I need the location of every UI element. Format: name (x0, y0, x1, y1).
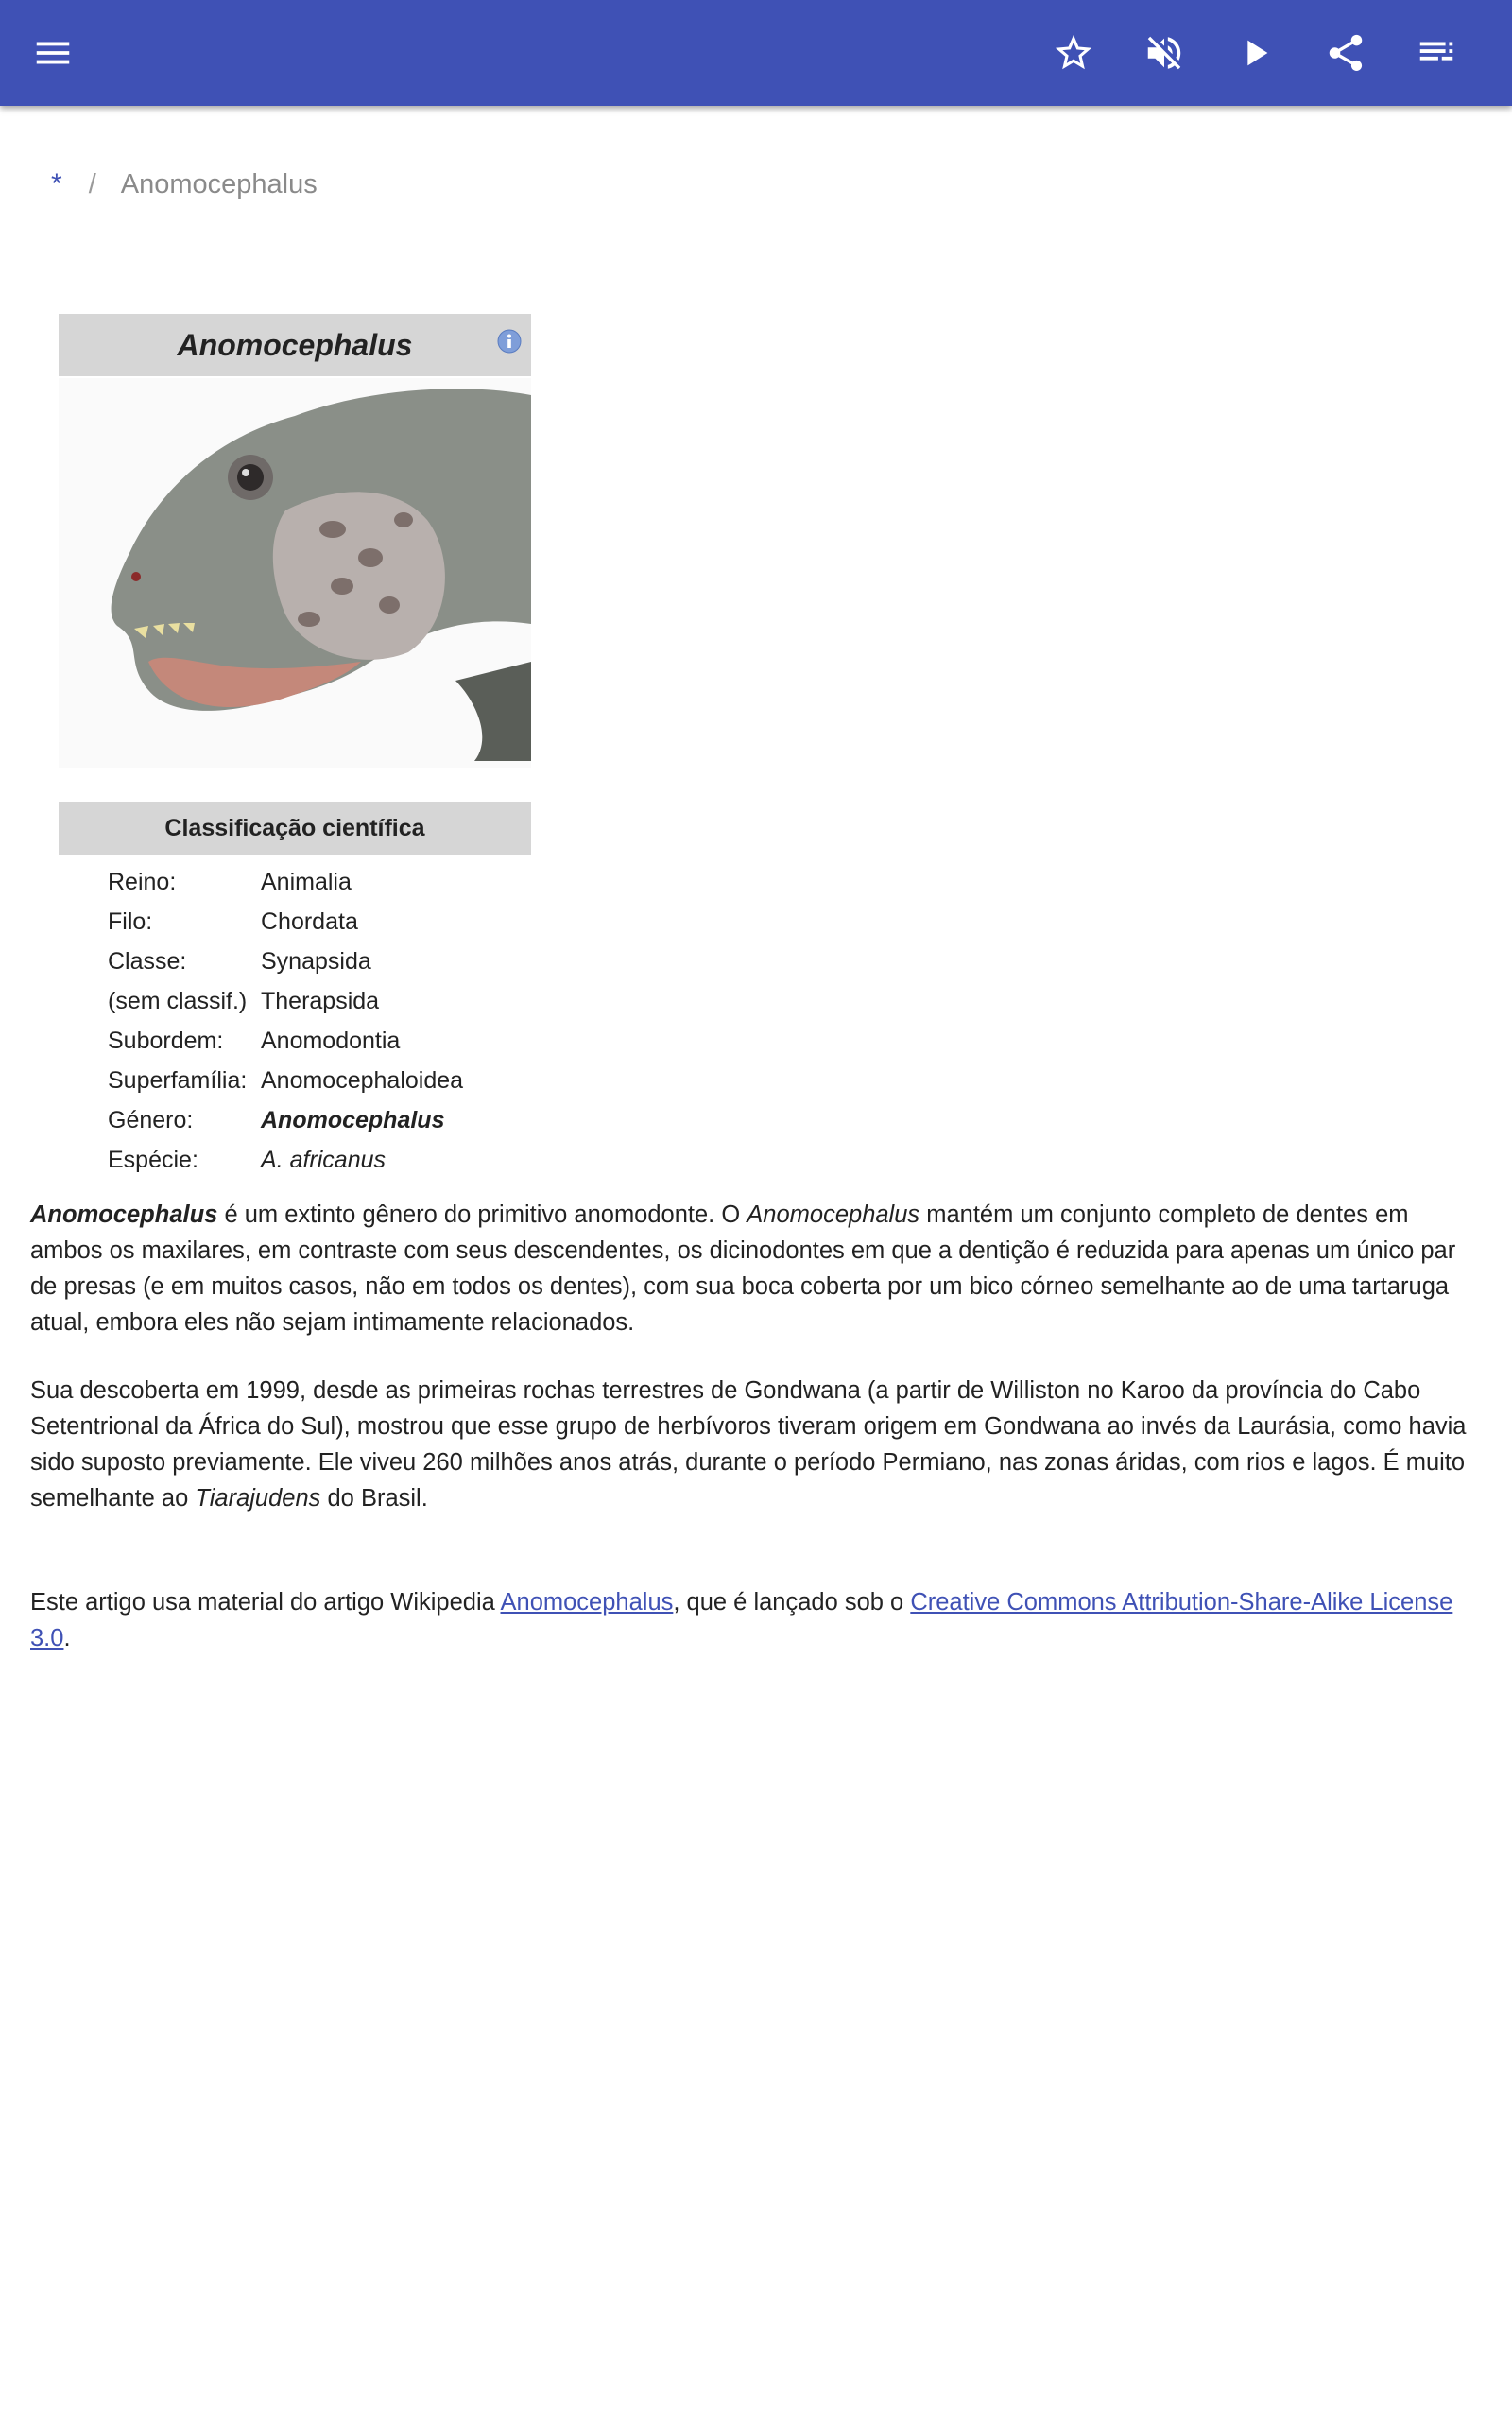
taxonomy-value[interactable]: Animalia (261, 868, 352, 895)
text-span: Este artigo usa material do artigo Wikipedia (30, 1589, 501, 1616)
taxonomy-label: Superfamília: (108, 1066, 248, 1094)
taxonomy-label: Reino: (108, 868, 177, 895)
info-icon[interactable] (497, 329, 522, 354)
infobox-title: Anomocephalus (177, 327, 413, 362)
article-paragraph (30, 1373, 1486, 1516)
taxonomy-value[interactable]: Synapsida (261, 947, 371, 975)
menu-icon (31, 31, 75, 75)
taxonomy-row (59, 1061, 531, 1100)
text-span: . (63, 1625, 71, 1651)
taxonomy-row (59, 1100, 531, 1140)
wikipedia-article-link[interactable]: Anomocephalus (500, 1589, 674, 1616)
taxonomy-value[interactable]: Anomodontia (261, 1027, 401, 1054)
play-icon (1233, 31, 1277, 75)
text-span: do Brasil. (320, 1485, 428, 1512)
text-span: mantém um conjunto completo de dentes em ambos os maxilares, em contraste com seus descendentes, os dicinodontes em que a dentição é reduzida para apenas um único par de presas (e em muitos casos, não em todos os dentes), com sua boca coberta por um bico córneo semelhante ao de uma tartaruga atual, embora eles não sejam intimamente relacionados. (30, 1201, 1456, 1336)
taxonomy-label: Espécie: (108, 1146, 198, 1173)
taxonomy-label: (sem classif.) (108, 987, 248, 1014)
taxonomy-row (59, 981, 531, 1021)
classification-header: Classificação científica (59, 802, 531, 855)
playlist-button[interactable] (1404, 21, 1469, 85)
taxonomy-value[interactable]: Anomocephaloidea (261, 1066, 464, 1094)
taxonomy-label: Subordem: (108, 1027, 224, 1054)
license-link[interactable]: Creative Commons Attribution-Share-Alike License 3.0 (30, 1589, 1453, 1651)
taxonomy-row (59, 862, 531, 902)
taxonomy-row (59, 902, 531, 942)
taxonomy-value[interactable]: Therapsida (261, 987, 380, 1014)
app-bar (0, 0, 1512, 106)
taxonomy-row (59, 1021, 531, 1061)
breadcrumb-current: Anomocephalus (120, 168, 318, 199)
breadcrumb (51, 168, 318, 200)
license-footer (30, 1584, 1486, 1656)
breadcrumb-home[interactable]: * (51, 168, 62, 199)
taxonomy-row (59, 1140, 531, 1180)
article-paragraph (30, 1197, 1486, 1340)
favorite-button[interactable] (1041, 21, 1106, 85)
anomocephalus-illustration[interactable] (59, 378, 531, 768)
taxonomy-value[interactable]: Chordata (261, 908, 358, 935)
mute-button[interactable] (1132, 21, 1196, 85)
volume-off-icon (1143, 31, 1186, 75)
play-button[interactable] (1223, 21, 1287, 85)
term-italic: Anomocephalus (747, 1201, 920, 1228)
infobox (59, 314, 531, 1180)
article-body (30, 1197, 1486, 1688)
infobox-title-bar (59, 314, 531, 376)
text-span: Sua descoberta em 1999, desde as primeiras rochas terrestres de Gondwana (a partir de Williston no Karoo da província do Cabo Setentrional da África do Sul), mostrou que esse grupo de herbívoros tiveram origem em Gondwana ao invés da Laurásia, como havia sido suposto previamente. Ele viveu 260 milhões anos atrás, durante o período Permiano, nas zonas áridas, com rios e lagos. É muito semelhante ao (30, 1377, 1467, 1512)
menu-button[interactable] (21, 21, 85, 85)
text-span: é um extinto gênero do primitivo anomodonte. O (217, 1201, 747, 1228)
taxonomy-table (59, 862, 531, 1180)
text-span: , que é lançado sob o (673, 1589, 911, 1616)
star-icon (1052, 31, 1095, 75)
taxonomy-value: A. africanus (261, 1146, 387, 1173)
term-bold: Anomocephalus (30, 1201, 218, 1228)
taxonomy-value: Anomocephalus (261, 1106, 445, 1133)
share-icon (1324, 31, 1367, 75)
taxonomy-label: Classe: (108, 947, 187, 975)
playlist-icon (1415, 31, 1458, 75)
share-button[interactable] (1314, 21, 1378, 85)
taxonomy-label: Género: (108, 1106, 194, 1133)
breadcrumb-separator: / (88, 168, 96, 199)
term-italic: Tiarajudens (195, 1485, 321, 1512)
taxonomy-row (59, 942, 531, 981)
taxonomy-label: Filo: (108, 908, 153, 935)
